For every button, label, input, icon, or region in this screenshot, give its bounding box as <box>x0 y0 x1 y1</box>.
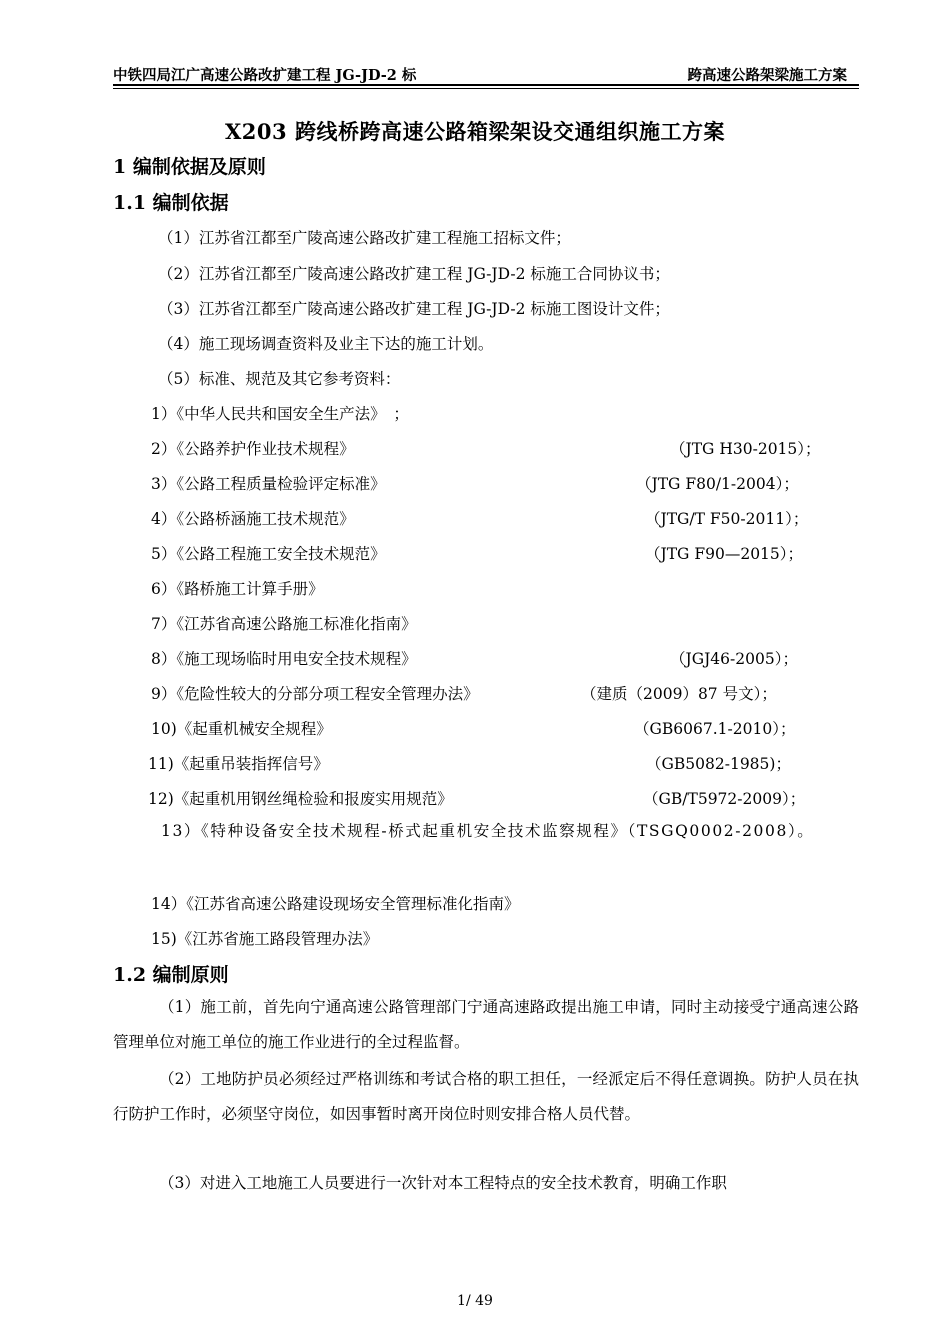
reference-code: （JTG F80/1-2004）； <box>636 475 799 493</box>
reference-item: 15)《江苏省施工路段管理办法》 <box>151 930 379 948</box>
basis-item: （3）江苏省江都至广陵高速公路改扩建工程 JG-JD-2 标施工图设计文件； <box>158 300 670 318</box>
header-document-name: 跨高速公路架梁施工方案 <box>687 67 847 84</box>
reference-code: （JTG/T F50-2011）； <box>645 510 809 528</box>
basis-item: （2）江苏省江都至广陵高速公路改扩建工程 JG-JD-2 标施工合同协议书； <box>158 265 670 283</box>
reference-name: 9）《危险性较大的分部分项工程安全管理办法》 <box>151 685 479 703</box>
principle-paragraph: （2）工地防护员必须经过严格训练和考试合格的职工担任，一经派定后不得任意调换。防护人员在执行防护工作时，必须坚守岗位，如因事暂时离开岗位时则安排合格人员代替。 <box>113 1070 859 1123</box>
header-rule-thin <box>113 88 859 89</box>
reference-item: 14）《江苏省高速公路建设现场安全管理标准化指南》 <box>151 895 520 913</box>
document-title: X203 跨线桥跨高速公路箱梁架设交通组织施工方案 <box>225 119 725 144</box>
reference-item <box>151 437 851 459</box>
reference-item <box>151 507 851 529</box>
reference-item <box>151 612 417 634</box>
page-header <box>113 62 859 82</box>
reference-code: （GB/T5972-2009）； <box>643 790 806 808</box>
reference-name: 12)《起重机用钢丝绳检验和报废实用规范》 <box>148 790 453 808</box>
reference-item <box>151 542 851 564</box>
reference-code: （建质（2009）87 号文）； <box>581 685 777 703</box>
header-rule <box>113 84 859 86</box>
reference-name: 1）《中华人民共和国安全生产法》 ； <box>151 405 409 423</box>
reference-code: （GB5082-1985)； <box>646 755 791 773</box>
reference-name: 2）《公路养护作业技术规程》 <box>151 440 355 458</box>
basis-item: （5）标准、规范及其它参考资料： <box>158 370 401 388</box>
reference-item <box>151 402 409 424</box>
reference-code: （GB6067.1-2010）； <box>634 720 796 738</box>
reference-item <box>151 472 851 494</box>
reference-item <box>151 717 851 739</box>
section-heading-1: 1 编制依据及原则 <box>113 156 266 178</box>
page-number: 1/ 49 <box>457 1293 493 1309</box>
reference-item <box>151 647 851 669</box>
reference-name: 11)《起重吊装指挥信号》 <box>148 755 329 773</box>
reference-code: （JTG F90—2015）； <box>645 545 804 563</box>
reference-name: 5）《公路工程施工安全技术规范》 <box>151 545 386 563</box>
basis-item: （4）施工现场调查资料及业主下达的施工计划。 <box>158 335 494 353</box>
principle-paragraph: （3）对进入工地施工人员要进行一次针对本工程特点的安全技术教育，明确工作职 <box>159 1174 727 1192</box>
reference-name: 8）《施工现场临时用电安全技术规程》 <box>151 650 417 668</box>
reference-item <box>148 752 848 774</box>
section-heading-1-1: 1.1 编制依据 <box>113 192 229 214</box>
principle-paragraph: （1）施工前，首先向宁通高速公路管理部门宁通高速路政提出施工申请，同时主动接受宁通高速公路管理单位对施工单位的施工作业进行的全过程监督。 <box>113 998 859 1051</box>
reference-item <box>151 577 324 599</box>
reference-code: （JTG H30-2015）； <box>670 440 821 458</box>
basis-item: （1）江苏省江都至广陵高速公路改扩建工程施工招标文件； <box>158 229 571 247</box>
reference-name: 10)《起重机械安全规程》 <box>151 720 332 738</box>
reference-name: 7）《江苏省高速公路施工标准化指南》 <box>151 615 417 633</box>
reference-name: 4）《公路桥涵施工技术规范》 <box>151 510 355 528</box>
section-heading-1-2: 1.2 编制原则 <box>113 964 229 986</box>
reference-item <box>151 682 851 704</box>
header-project-name: 中铁四局江广高速公路改扩建工程 JG-JD-2 标 <box>113 67 417 84</box>
reference-item <box>148 787 848 809</box>
reference-name: 6）《路桥施工计算手册》 <box>151 580 324 598</box>
reference-code: （JGJ46-2005）； <box>670 650 798 668</box>
reference-name: 3）《公路工程质量检验评定标准》 <box>151 475 386 493</box>
reference-item-13: 13）《特种设备安全技术规程-桥式起重机安全技术监察规程》（TSGQ0002-2008）。 <box>161 822 815 840</box>
